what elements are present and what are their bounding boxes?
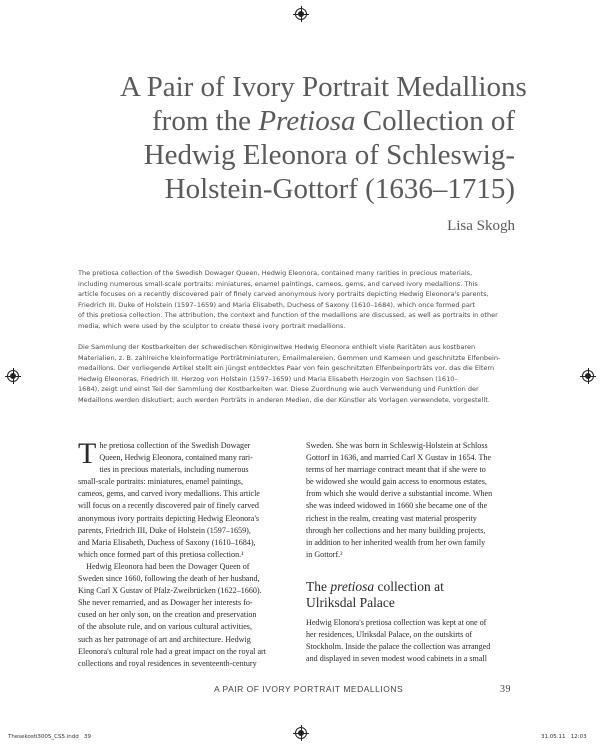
abstract-line: including numerous small-scale portraits: miniatures, enamel paintings, cameos, gems, and carved ivory medallions. This <box>78 279 478 288</box>
body-line: Sweden since 1660, following the death of her husband, <box>78 574 260 584</box>
page-number: 39 <box>500 684 511 695</box>
print-slug-file: Thesekosti3005_CS5.indd 39 <box>8 734 91 740</box>
body-line: in addition to her inherited wealth from her own family <box>306 537 486 547</box>
body-line: from which she would derive a substantial income. When <box>306 489 493 499</box>
body-line: Hedwig Elonora's pretiosa collection was kept at one of <box>306 617 487 627</box>
body-line: Queen, Hedwig Eleonora, contained many rari- <box>99 453 253 463</box>
title-text: Collection of <box>355 105 515 137</box>
body-line: cameos, gems, and carved ivory medallions. This article <box>78 489 260 499</box>
title-line-4: Holstein-Gottorf (1636–1715) <box>164 173 515 205</box>
abstract-line: medaillons. Der vorliegende Artikel stellt ein jüngst entdecktes Paar von fein geschnitzten Elfenbeinporträts vor, das die Eltern <box>78 364 495 372</box>
title-line-3: Hedwig Eleonora of Schleswig- <box>143 139 515 171</box>
body-line: ties in precious materials, including numerous <box>99 465 249 475</box>
body-line: he pretiosa collection of the Swedish Dowager <box>99 441 251 450</box>
abstract-english <box>78 268 516 331</box>
abstract-line: Hedwig Eleonoras, Friedrich III. Herzog von Holstein (1597–1659) und Maria Elisabeth Herzogin von Sachsen (1610– <box>78 374 458 383</box>
body-line: through her collections and her many building projects, <box>306 525 486 535</box>
body-line: King Carl X Gustav of Pfalz-Zweibrücken (1622–1660). <box>78 586 262 596</box>
body-line: anonymous ivory portraits depicting Hedwig Eleonora's <box>78 513 260 523</box>
title-line-1: A Pair of Ivory Portrait Medallions <box>120 71 527 103</box>
title-italic: Pretiosa <box>258 105 356 137</box>
body-line: richest in the realm, creating vast material prosperity <box>306 513 477 523</box>
body-line: be widowed she would gain access to enormous estates, <box>306 477 487 487</box>
article-title <box>120 70 527 206</box>
registration-mark-bottom <box>295 727 307 739</box>
heading-text: collection at <box>374 578 444 594</box>
body-line: Sweden. She was born in Schleswig-Holstein at Schloss <box>306 441 488 450</box>
abstract-line: of this pretiosa collection. The attribution, the context and function of the medallions are discussed, as well as portraits in other <box>78 311 498 319</box>
body-line: and displayed in seven modest wood cabinets in a small <box>306 654 487 664</box>
body-line: terms of her marriage contract meant that if she were to <box>306 465 486 475</box>
print-slug-date: 31.05.11 12:03 <box>541 734 587 740</box>
abstract-line: 1684), zeigt und einst Teil der Sammlung der Kostbarkeiten war. Diese Zuordnung wie auch Verwendung und Funktion der <box>78 385 479 393</box>
abstract-line: article focuses on a recently discovered pair of finely carved anonymous ivory portraits depicting Hedwig Eleonora's parents, <box>78 290 489 298</box>
registration-mark-right <box>582 370 594 382</box>
body-column-right <box>306 440 516 665</box>
body-line: will focus on a recently discovered pair of finely carved <box>78 501 259 511</box>
registration-mark-left <box>7 370 19 382</box>
body-line: of the absolute rule, and on various cultural activities, <box>78 622 252 632</box>
title-line-2 <box>120 104 515 138</box>
body-line: which once formed part of this pretiosa collection.¹ <box>78 549 244 559</box>
section-heading <box>306 579 516 611</box>
body-line: Eleonora's cultural role had a great impact on the royal art <box>78 646 266 656</box>
body-column-left <box>78 437 288 670</box>
heading-italic: pretiosa <box>330 578 375 594</box>
author-name: Lisa Skogh <box>447 218 515 234</box>
section-heading-line-1 <box>306 579 516 595</box>
body-line: parents, Friedrich III, Duke of Holstein (1597–1659), <box>78 525 251 535</box>
body-line: small-scale portraits: miniatures, enamel paintings, <box>78 477 243 487</box>
title-text: from the <box>152 105 259 137</box>
section-heading-line-2: Ulriksdal Palace <box>306 594 395 610</box>
running-footer-title: A PAIR OF IVORY PORTRAIT MEDALLIONS <box>214 684 404 694</box>
abstract-line: Die Sammlung der Kostbarkeiten der schwedischen Königinwitwe Hedwig Eleonora enthielt viele Raritäten aus kostbaren <box>78 343 476 351</box>
body-line: Stockholm. Inside the palace the collection was arranged <box>306 642 491 652</box>
body-line: Hedwig Eleonora had been the Dowager Queen of <box>78 561 250 571</box>
body-line: such as her patronage of art and architecture. Hedwig <box>78 634 251 644</box>
abstract-german <box>78 342 516 405</box>
body-line: collections and royal residences in seventeenth-century <box>78 658 257 668</box>
body-line: and Maria Elisabeth, Duchess of Saxony (1610–1684), <box>78 537 256 547</box>
abstract-line: Materialien, z. B. zahlreiche kleinformatige Porträtminiaturen, Emailmalereien, Gemmen und Kameen und geschnitzte Elfenbein- <box>78 353 501 362</box>
heading-text: The <box>306 578 331 594</box>
body-line: she was indeed widowed in 1660 she became one of the <box>306 501 488 511</box>
body-line: cused on her only son, on the creation and preservation <box>78 610 257 620</box>
abstract-line: Medaillons werden diskutiert; auch werden Porträts in anderen Medien, die der Künstler als Vorlagen verwendete, vorgestellt. <box>78 395 490 404</box>
abstract-line: The pretiosa collection of the Swedish Dowager Queen, Hedwig Eleonora, contained many rarities in precious materials, <box>78 269 473 277</box>
drop-cap: T <box>78 437 97 470</box>
body-line: in Gottorf.² <box>306 549 343 559</box>
body-line: Gottorf in 1636, and married Carl X Gustav in 1654. The <box>306 453 492 463</box>
body-line: her residences, Ulriksdal Palace, on the outskirts of <box>306 630 473 640</box>
abstract-line: media, which were used by the sculptor to create these ivory portrait medallions. <box>78 321 346 330</box>
abstract-line: Friedrich III, Duke of Holstein (1597–1659) and Maria Elisabeth, Duchess of Saxony (1610–1684), which once formed part <box>78 300 476 309</box>
registration-mark-top <box>295 8 307 20</box>
body-line: She never remarried, and as Dowager her interests fo- <box>78 598 253 608</box>
